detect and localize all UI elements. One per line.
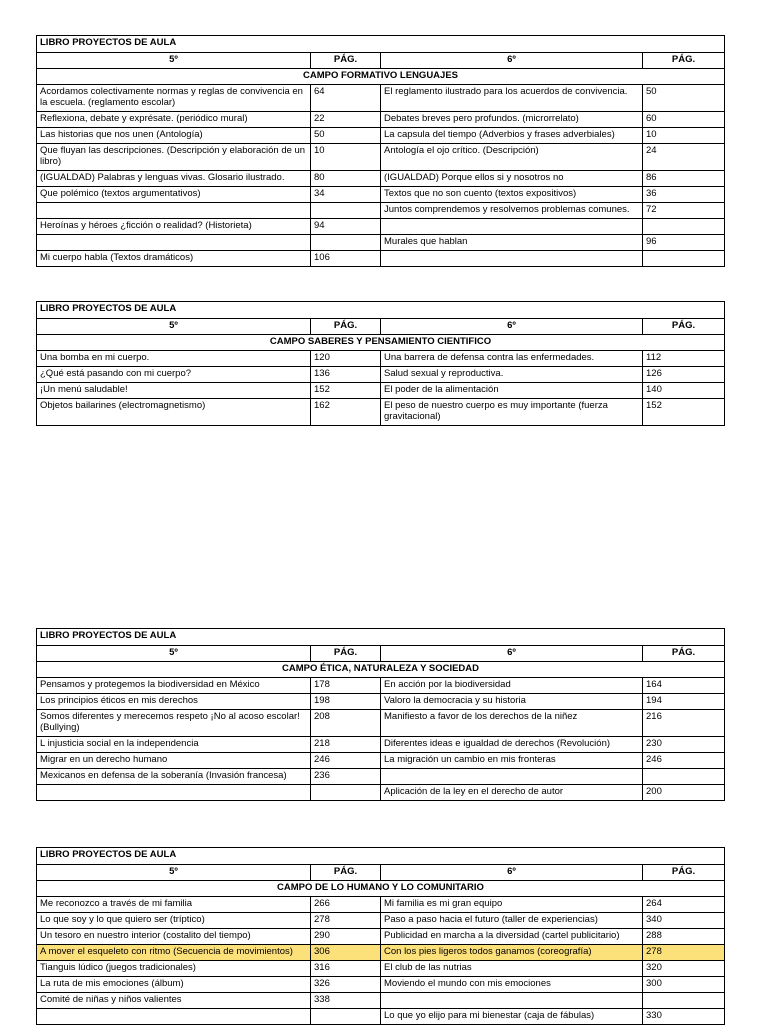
project-6-cell	[381, 769, 643, 785]
page-6-cell	[643, 251, 725, 267]
page-6-cell: 164	[643, 678, 725, 694]
project-5-cell: Migrar en un derecho humano	[37, 753, 311, 769]
project-6-cell: La capsula del tiempo (Adverbios y frases adverbiales)	[381, 128, 643, 144]
project-5-cell: Me reconozco a través de mi familia	[37, 897, 311, 913]
page-5-cell: 306	[311, 945, 381, 961]
project-5-cell: ¡Un menú saludable!	[37, 383, 311, 399]
page-6-cell: 320	[643, 961, 725, 977]
project-6-cell: Juntos comprendemos y resolvemos problemas comunes.	[381, 203, 643, 219]
project-6-cell: Paso a paso hacia el futuro (taller de experiencias)	[381, 913, 643, 929]
campo-title: CAMPO ÉTICA, NATURALEZA Y SOCIEDAD	[37, 662, 725, 678]
page-6-cell: 246	[643, 753, 725, 769]
page-5-cell: 236	[311, 769, 381, 785]
table-row	[37, 85, 725, 112]
book-title: LIBRO PROYECTOS DE AULA	[37, 36, 725, 53]
page-5-cell: 198	[311, 694, 381, 710]
page-6-cell: 24	[643, 144, 725, 171]
page-6-cell: 216	[643, 710, 725, 737]
project-6-cell	[381, 251, 643, 267]
project-6-cell: Mi familia es mi gran equipo	[381, 897, 643, 913]
project-5-cell	[37, 203, 311, 219]
page-6-cell: 278	[643, 945, 725, 961]
page-5-cell: 22	[311, 112, 381, 128]
table-row	[37, 144, 725, 171]
page-5-cell: 152	[311, 383, 381, 399]
page-5-cell: 266	[311, 897, 381, 913]
grade-5-header: 5º	[37, 53, 311, 69]
campo-title: CAMPO FORMATIVO LENGUAJES	[37, 69, 725, 85]
project-6-cell: Antología el ojo crítico. (Descripción)	[381, 144, 643, 171]
project-5-cell	[37, 1009, 311, 1025]
project-5-cell: Lo que soy y lo que quiero ser (tríptico)	[37, 913, 311, 929]
project-5-cell: ¿Qué está pasando con mi cuerpo?	[37, 367, 311, 383]
campo-title: CAMPO DE LO HUMANO Y LO COMUNITARIO	[37, 881, 725, 897]
table-row	[37, 694, 725, 710]
table-row	[37, 399, 725, 426]
page-header: PÁG.	[643, 53, 725, 69]
page-6-cell: 300	[643, 977, 725, 993]
table-row	[37, 171, 725, 187]
page-6-cell: 200	[643, 785, 725, 801]
project-5-cell: Comité de niñas y niños valientes	[37, 993, 311, 1009]
page-6-cell: 86	[643, 171, 725, 187]
page-5-cell: 120	[311, 351, 381, 367]
project-6-cell: Publicidad en marcha a la diversidad (cartel publicitario)	[381, 929, 643, 945]
project-6-cell: Lo que yo elijo para mi bienestar (caja de fábulas)	[381, 1009, 643, 1025]
page-5-cell: 50	[311, 128, 381, 144]
book-title: LIBRO PROYECTOS DE AULA	[37, 302, 725, 319]
page-5-cell: 162	[311, 399, 381, 426]
page-header: PÁG.	[311, 319, 381, 335]
project-5-cell: Pensamos y protegemos la biodiversidad en México	[37, 678, 311, 694]
project-table	[36, 35, 725, 267]
page-5-cell	[311, 203, 381, 219]
project-5-cell: Reflexiona, debate y exprésate. (periódico mural)	[37, 112, 311, 128]
project-table	[36, 301, 725, 426]
project-5-cell: Mexicanos en defensa de la soberanía (Invasión francesa)	[37, 769, 311, 785]
table-row	[37, 961, 725, 977]
project-6-cell: El reglamento ilustrado para los acuerdos de convivencia.	[381, 85, 643, 112]
project-6-cell: Murales que hablan	[381, 235, 643, 251]
project-table	[36, 628, 725, 801]
page-5-cell: 136	[311, 367, 381, 383]
page-5-cell	[311, 235, 381, 251]
project-6-cell: Aplicación de la ley en el derecho de autor	[381, 785, 643, 801]
table-row	[37, 1009, 725, 1025]
project-5-cell	[37, 235, 311, 251]
page-6-cell: 194	[643, 694, 725, 710]
table-row	[37, 367, 725, 383]
table-row	[37, 785, 725, 801]
page-5-cell: 338	[311, 993, 381, 1009]
page-6-cell: 340	[643, 913, 725, 929]
project-5-cell: Objetos bailarines (electromagnetismo)	[37, 399, 311, 426]
grade-5-header: 5º	[37, 646, 311, 662]
project-6-cell: Textos que no son cuento (textos expositivos)	[381, 187, 643, 203]
project-6-cell: (IGUALDAD) Porque ellos si y nosotros no	[381, 171, 643, 187]
page-5-cell: 218	[311, 737, 381, 753]
grade-6-header: 6º	[381, 865, 643, 881]
page-5-cell: 34	[311, 187, 381, 203]
grade-5-header: 5º	[37, 865, 311, 881]
project-5-cell: (IGUALDAD) Palabras y lenguas vivas. Glosario ilustrado.	[37, 171, 311, 187]
project-6-cell: Con los pies ligeros todos ganamos (coreografía)	[381, 945, 643, 961]
page-5-cell: 208	[311, 710, 381, 737]
page-5-cell: 178	[311, 678, 381, 694]
project-5-cell: Acordamos colectivamente normas y reglas de convivencia en la escuela. (reglamento escolar)	[37, 85, 311, 112]
project-table	[36, 847, 725, 1025]
page-5-cell: 246	[311, 753, 381, 769]
page-6-cell	[643, 993, 725, 1009]
page-5-cell: 290	[311, 929, 381, 945]
page-6-cell	[643, 219, 725, 235]
project-5-cell: Que fluyan las descripciones. (Descripción y elaboración de un libro)	[37, 144, 311, 171]
page-5-cell: 278	[311, 913, 381, 929]
page-header: PÁG.	[311, 53, 381, 69]
page-6-cell: 288	[643, 929, 725, 945]
table-row	[37, 737, 725, 753]
page-6-cell: 96	[643, 235, 725, 251]
page-5-cell: 80	[311, 171, 381, 187]
table-row	[37, 977, 725, 993]
table-row	[37, 187, 725, 203]
project-6-cell	[381, 219, 643, 235]
page-5-cell: 316	[311, 961, 381, 977]
page-6-cell: 10	[643, 128, 725, 144]
page-5-cell	[311, 1009, 381, 1025]
project-5-cell: L injusticia social en la independencia	[37, 737, 311, 753]
page-5-cell: 106	[311, 251, 381, 267]
page-5-cell	[311, 785, 381, 801]
page-header: PÁG.	[643, 646, 725, 662]
book-title: LIBRO PROYECTOS DE AULA	[37, 848, 725, 865]
table-row	[37, 251, 725, 267]
project-6-cell: El peso de nuestro cuerpo es muy importante (fuerza gravitacional)	[381, 399, 643, 426]
page-6-cell: 330	[643, 1009, 725, 1025]
project-5-cell: La ruta de mis emociones (álbum)	[37, 977, 311, 993]
project-5-cell: Una bomba en mi cuerpo.	[37, 351, 311, 367]
book-title: LIBRO PROYECTOS DE AULA	[37, 629, 725, 646]
project-5-cell: Las historias que nos unen (Antología)	[37, 128, 311, 144]
grade-6-header: 6º	[381, 53, 643, 69]
page-6-cell: 152	[643, 399, 725, 426]
table-row	[37, 203, 725, 219]
page-6-cell: 36	[643, 187, 725, 203]
grade-6-header: 6º	[381, 646, 643, 662]
project-6-cell: Debates breves pero profundos. (microrrelato)	[381, 112, 643, 128]
project-5-cell: Heroínas y héroes ¿ficción o realidad? (Historieta)	[37, 219, 311, 235]
page-6-cell: 126	[643, 367, 725, 383]
project-6-cell	[381, 993, 643, 1009]
page-6-cell: 112	[643, 351, 725, 367]
page-6-cell: 60	[643, 112, 725, 128]
table-row	[37, 993, 725, 1009]
project-6-cell: El club de las nutrias	[381, 961, 643, 977]
page-5-cell: 64	[311, 85, 381, 112]
project-5-cell: Un tesoro en nuestro interior (costalito del tiempo)	[37, 929, 311, 945]
project-6-cell: Salud sexual y reproductiva.	[381, 367, 643, 383]
page-6-cell: 140	[643, 383, 725, 399]
project-6-cell: Diferentes ideas e igualdad de derechos (Revolución)	[381, 737, 643, 753]
page-6-cell: 230	[643, 737, 725, 753]
project-5-cell: Somos diferentes y merecemos respeto ¡No al acoso escolar! (Bullying)	[37, 710, 311, 737]
page-5-cell: 94	[311, 219, 381, 235]
project-5-cell: A mover el esqueleto con ritmo (Secuencia de movimientos)	[37, 945, 311, 961]
project-6-cell: Una barrera de defensa contra las enfermedades.	[381, 351, 643, 367]
table-row	[37, 929, 725, 945]
table-row	[37, 678, 725, 694]
project-6-cell: El poder de la alimentación	[381, 383, 643, 399]
project-5-cell: Que polémico (textos argumentativos)	[37, 187, 311, 203]
table-row	[37, 112, 725, 128]
grade-6-header: 6º	[381, 319, 643, 335]
project-6-cell: Moviendo el mundo con mis emociones	[381, 977, 643, 993]
table-row	[37, 219, 725, 235]
page-header: PÁG.	[311, 865, 381, 881]
table-row	[37, 710, 725, 737]
page-header: PÁG.	[643, 319, 725, 335]
table-row	[37, 945, 725, 961]
table-row	[37, 235, 725, 251]
project-5-cell: Mi cuerpo habla (Textos dramáticos)	[37, 251, 311, 267]
project-5-cell: Los principios éticos en mis derechos	[37, 694, 311, 710]
table-row	[37, 753, 725, 769]
table-row	[37, 769, 725, 785]
campo-title: CAMPO SABERES Y PENSAMIENTO CIENTIFICO	[37, 335, 725, 351]
project-5-cell	[37, 785, 311, 801]
project-5-cell: Tianguis lúdico (juegos tradicionales)	[37, 961, 311, 977]
page-header: PÁG.	[643, 865, 725, 881]
page-5-cell: 326	[311, 977, 381, 993]
page-6-cell	[643, 769, 725, 785]
grade-5-header: 5º	[37, 319, 311, 335]
project-6-cell: La migración un cambio en mis fronteras	[381, 753, 643, 769]
page-header: PÁG.	[311, 646, 381, 662]
page-6-cell: 72	[643, 203, 725, 219]
table-row	[37, 351, 725, 367]
table-row	[37, 897, 725, 913]
project-6-cell: Manifiesto a favor de los derechos de la niñez	[381, 710, 643, 737]
table-row	[37, 913, 725, 929]
table-row	[37, 383, 725, 399]
page-5-cell: 10	[311, 144, 381, 171]
page-6-cell: 50	[643, 85, 725, 112]
project-6-cell: Valoro la democracia y su historia	[381, 694, 643, 710]
page-6-cell: 264	[643, 897, 725, 913]
table-row	[37, 128, 725, 144]
project-6-cell: En acción por la biodiversidad	[381, 678, 643, 694]
